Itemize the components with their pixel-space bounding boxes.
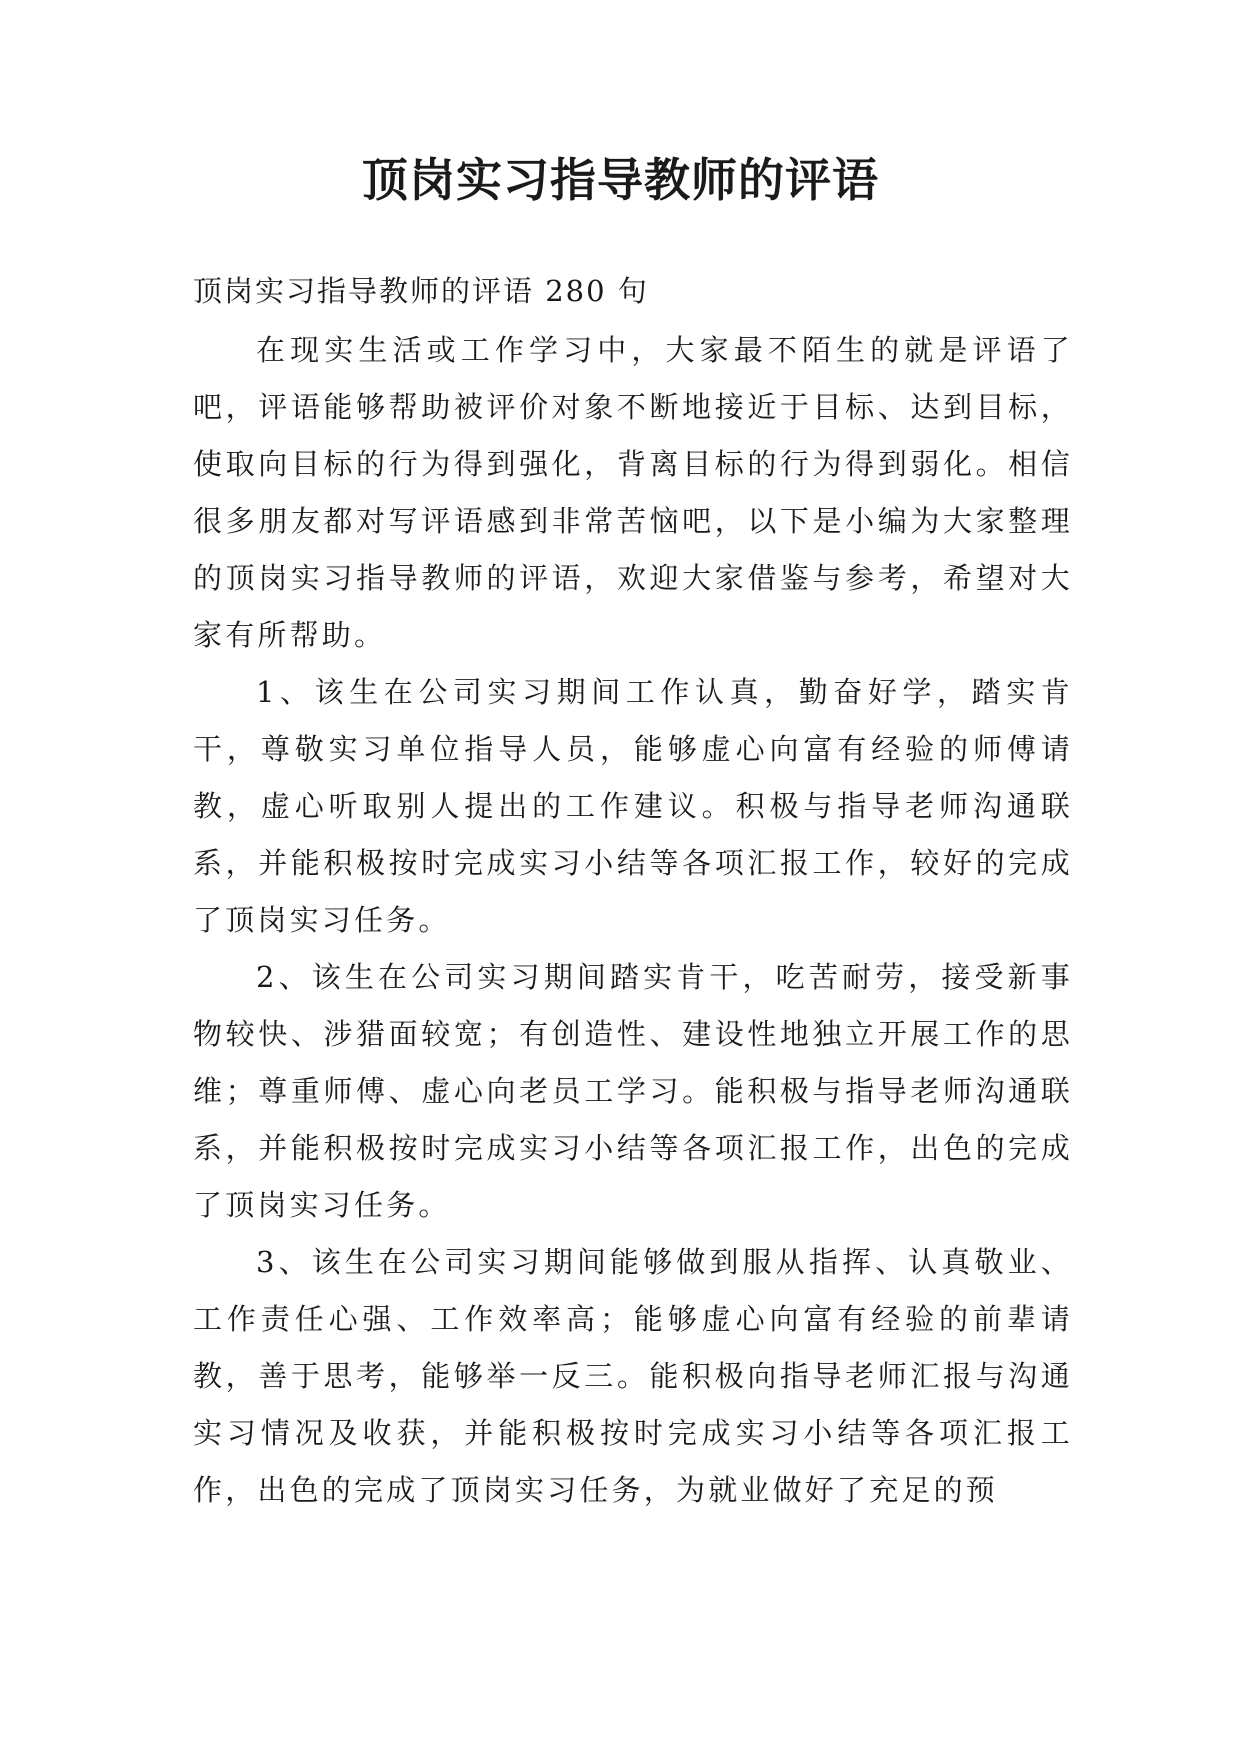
document-body [193,263,1073,1519]
paragraph-item-2: 2、该生在公司实习期间踏实肯干，吃苦耐劳，接受新事物较快、涉猎面较宽；有创造性、建设性地独立开展工作的思维；尊重师傅、虚心向老员工学习。能积极与指导老师沟通联系，并能积极按时完成实习小结等各项汇报工作，出色的完成了顶岗实习任务。 [193,960,1073,1222]
paragraph-item-1: 1、该生在公司实习期间工作认真，勤奋好学，踏实肯干，尊敬实习单位指导人员，能够虚心向富有经验的师傅请教，虚心听取别人提出的工作建议。积极与指导老师沟通联系，并能积极按时完成实习小结等各项汇报工作，较好的完成了顶岗实习任务。 [193,675,1073,937]
paragraph-intro: 在现实生活或工作学习中，大家最不陌生的就是评语了吧，评语能够帮助被评价对象不断地接近于目标、达到目标，使取向目标的行为得到强化，背离目标的行为得到弱化。相信很多朋友都对写评语感到非常苦恼吧，以下是小编为大家整理的顶岗实习指导教师的评语，欢迎大家借鉴与参考，希望对大家有所帮助。 [193,333,1073,652]
paragraph-item-3: 3、该生在公司实习期间能够做到服从指挥、认真敬业、工作责任心强、工作效率高；能够虚心向富有经验的前辈请教，善于思考，能够举一反三。能积极向指导老师汇报与沟通实习情况及收获，并能积极按时完成实习小结等各项汇报工作，出色的完成了顶岗实习任务，为就业做好了充足的预 [193,1245,1073,1507]
document-title: 顶岗实习指导教师的评语 [362,153,879,207]
document-subtitle: 顶岗实习指导教师的评语 280 句 [193,274,649,308]
